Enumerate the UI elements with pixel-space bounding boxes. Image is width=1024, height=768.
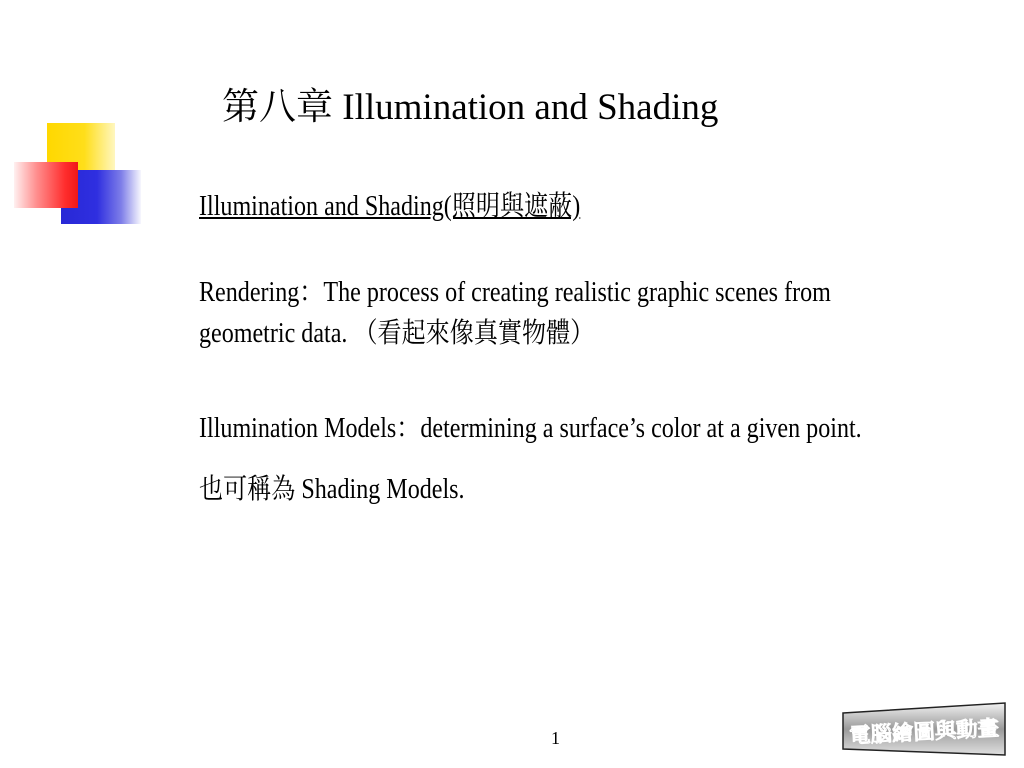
rendering-definition: Rendering：The process of creating realistic graphic scenes from geometric data. （看起來像真實物體） [199, 277, 831, 349]
wordart-logo [841, 701, 1007, 757]
logo-text: 電腦繪圖與動畫 [848, 716, 997, 748]
slide-body [199, 186, 862, 510]
decorative-red-square [14, 162, 78, 208]
page-number: 1 [551, 728, 560, 748]
illumination-models-definition: Illumination Models：determining a surface’s color at a given point. [199, 413, 862, 444]
subtitle-link: Illumination and Shading(照明與遮蔽) [199, 191, 581, 222]
also-called-note: 也可稱為 Shading Models. [199, 474, 465, 505]
slide-title: 第八章 Illumination and Shading [222, 87, 719, 128]
